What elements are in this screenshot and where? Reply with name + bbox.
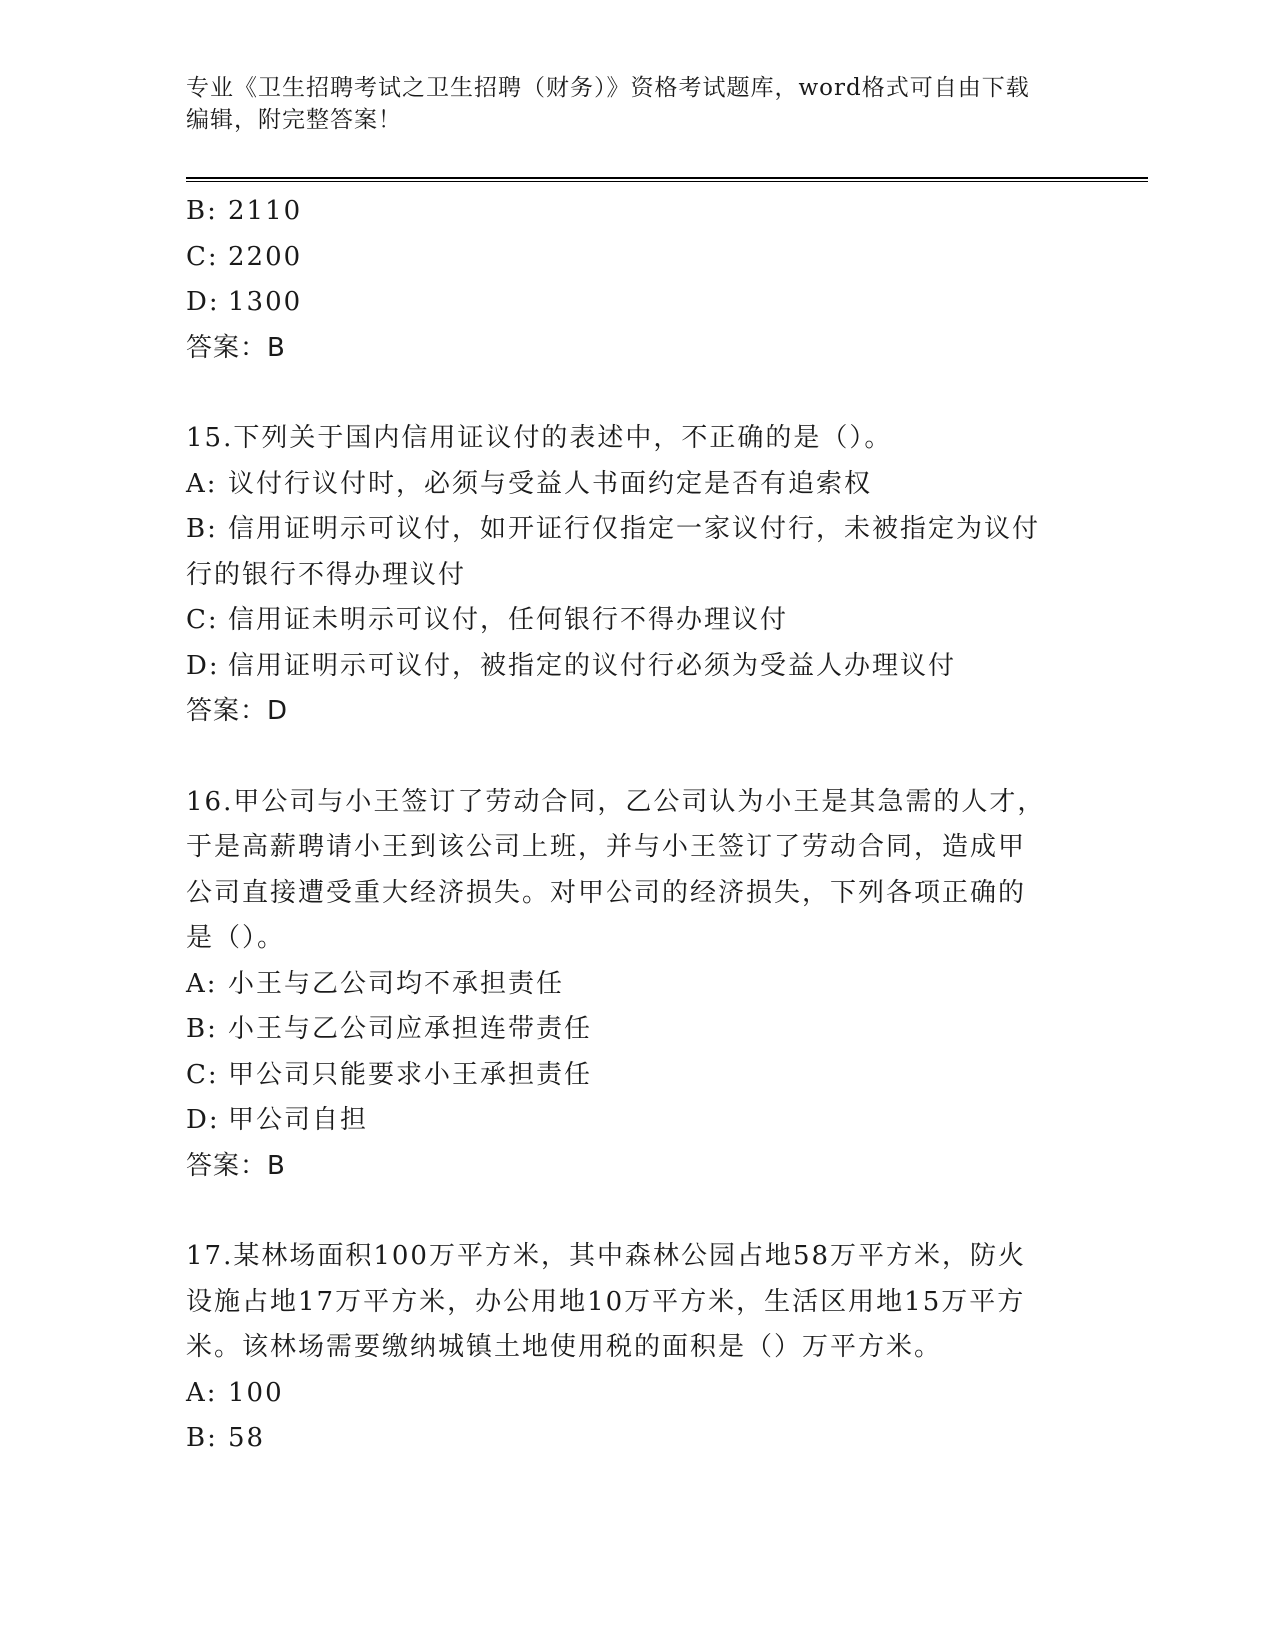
option-d <box>186 644 1086 690</box>
option-b <box>186 1007 1086 1053</box>
option-c <box>186 1053 1086 1099</box>
option-d <box>186 280 1086 326</box>
option-letter: C: <box>186 605 219 635</box>
question-stem-line: 是（）。 <box>186 923 286 953</box>
option-letter: D: <box>186 1105 220 1135</box>
spacer <box>186 371 1086 416</box>
option-letter: A: <box>186 468 218 499</box>
option-text: 信用证未明示可议付，任何银行不得办理议付 <box>228 605 789 635</box>
option-text: 58 <box>228 1423 266 1453</box>
option-text: 2200 <box>228 241 303 272</box>
question-stem-line: 于是高薪聘请小王到该公司上班，并与小王签订了劳动合同，造成甲 <box>186 832 1027 862</box>
header-divider-thin <box>186 181 1148 182</box>
option-c <box>186 235 1086 281</box>
option-text: 甲公司自担 <box>228 1105 369 1135</box>
answer-text: 答案：D <box>186 696 289 726</box>
option-a <box>186 1371 1086 1417</box>
question-stem-line: 米。该林场需要缴纳城镇土地使用税的面积是（）万平方米。 <box>186 1332 943 1362</box>
question-stem: 15.下列关于国内信用证议付的表述中，不正确的是（）。 <box>186 423 893 453</box>
answer-text: 答案：B <box>186 332 286 363</box>
option-text: 信用证明示可议付，被指定的议付行必须为受益人办理议付 <box>228 650 957 681</box>
question-14 <box>186 189 1086 371</box>
option-text-continuation: 行的银行不得办理议付 <box>186 559 467 590</box>
option-letter: C: <box>186 241 219 272</box>
option-letter: B: <box>186 196 218 226</box>
option-a <box>186 462 1086 508</box>
question-stem-line: 设施占地17万平方米，办公用地10万平方米，生活区用地15万平方 <box>186 1286 1026 1317</box>
spacer <box>186 735 1086 780</box>
option-text: 小王与乙公司应承担连带责任 <box>228 1014 593 1044</box>
option-a <box>186 962 1086 1008</box>
option-text: 信用证明示可议付，如开证行仅指定一家议付行，未被指定为议付 <box>228 514 1041 544</box>
option-letter: C: <box>186 1059 219 1090</box>
option-letter: B: <box>186 1423 218 1453</box>
option-letter: B: <box>186 1014 218 1044</box>
option-d <box>186 1098 1086 1144</box>
question-17 <box>186 1234 1086 1462</box>
question-stem-line: 公司直接遭受重大经济损失。对甲公司的经济损失，下列各项正确的 <box>186 877 1027 908</box>
option-b <box>186 189 1086 235</box>
option-b <box>186 507 1086 553</box>
option-letter: D: <box>186 287 220 317</box>
header-line-1: 专业《卫生招聘考试之卫生招聘（财务）》资格考试题库，word格式可自由下载 <box>186 75 1030 101</box>
question-stem-line: 16.甲公司与小王签订了劳动合同，乙公司认为小王是其急需的人才， <box>186 786 1046 817</box>
option-letter: D: <box>186 650 220 681</box>
question-15 <box>186 416 1086 735</box>
question-stem-line: 17.某林场面积100万平方米，其中森林公园占地58万平方米，防火 <box>186 1241 1027 1271</box>
option-text: 议付行议付时，必须与受益人书面约定是否有追索权 <box>228 468 873 499</box>
option-text: 小王与乙公司均不承担责任 <box>228 968 565 999</box>
option-letter: A: <box>186 1377 218 1408</box>
spacer <box>186 1189 1086 1234</box>
option-letter: B: <box>186 514 218 544</box>
option-text: 甲公司只能要求小王承担责任 <box>228 1059 593 1090</box>
option-b <box>186 1416 1086 1462</box>
document-header <box>186 72 1066 136</box>
option-c <box>186 598 1086 644</box>
question-content <box>186 189 1086 1462</box>
question-16 <box>186 780 1086 1190</box>
option-text: 2110 <box>228 196 303 226</box>
header-divider-thick <box>186 177 1148 179</box>
option-letter: A: <box>186 968 218 999</box>
option-text: 1300 <box>228 287 303 317</box>
option-text: 100 <box>228 1377 284 1408</box>
header-line-2: 编辑，附完整答案！ <box>186 107 402 133</box>
answer-text: 答案：B <box>186 1150 286 1181</box>
